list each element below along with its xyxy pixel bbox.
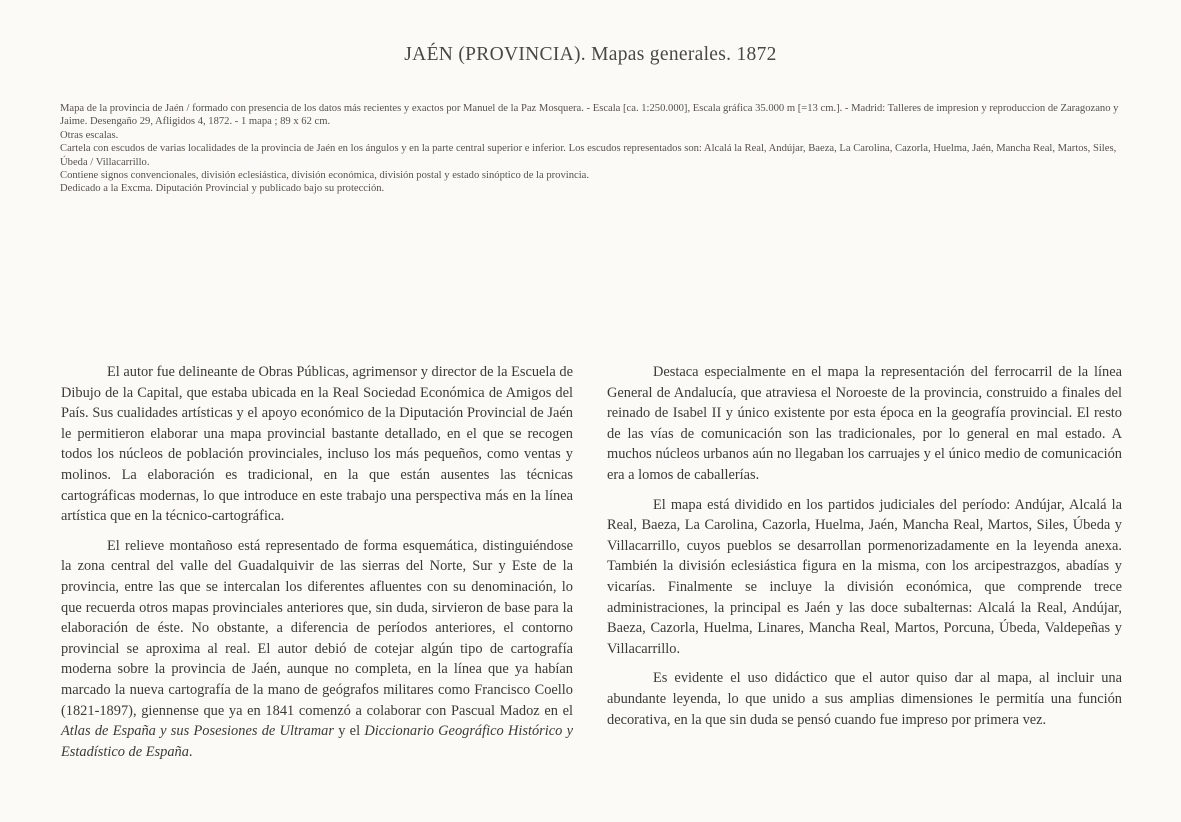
paragraph-text: . bbox=[188, 743, 193, 760]
catalog-scales-note: Otras escalas. bbox=[60, 129, 119, 141]
work-title-atlas: Atlas de España y sus Posesiones de Ultramar bbox=[61, 723, 334, 740]
catalog-record bbox=[60, 102, 1130, 196]
left-column bbox=[61, 362, 573, 771]
paragraph: El autor fue delineante de Obras Públicas, agrimensor y director de la Escuela de Dibujo de la Capital, que estaba ubicada en la Real Sociedad Económica de Amigos del País. Sus cualidades artísticas y el apoyo económico de la Diputación Provincial de Jaén le permitieron elaborar una mapa provincial bastante detallado, en el que se recogen todos los núcleos de población provinciales, incluso los más pequeños, como ventas y molinos. La elaboración es tradicional, en la que están ausentes las técnicas cartográficas modernas, lo que introduce en este trabajo una perspectiva más en la línea artística que en la técnico-cartográfica. bbox=[61, 364, 573, 525]
paragraph: El mapa está dividido en los partidos judiciales del período: Andújar, Alcalá la Real, Baeza, La Carolina, Cazorla, Huelma, Jaén, Mancha Real, Martos, Siles, Úbeda y Villacarrillo, cuyos pueblos se desarrollan pormenorizadamente en la leyenda anexa. También la división eclesiástica figura en la misma, con los arcipestrazgos, abadías y vicarías. Finalmente se incluye la división económica, que comprende trece administraciones, la principal es Jaén y las doce subalternas: Alcalá la Real, Andújar, Baeza, Cazorla, Huelma, Linares, Mancha Real, Martos, Porcuna, Úbeda, Valdepeñas y Villacarrillo. bbox=[607, 496, 1122, 657]
catalog-dedication-note: Dedicado a la Excma. Diputación Provincial y publicado bajo su protección. bbox=[60, 183, 385, 195]
page-title: JAÉN (PROVINCIA). Mapas generales. 1872 bbox=[404, 44, 777, 65]
catalog-cartouche-note: Cartela con escudos de varias localidades de la provincia de Jaén en los ángulos y en la parte central superior e inferior. Los escudos representados son: Alcalá la Real, Andújar, Baeza, La Carolina, Cazorla, Huelma, Jaén, Mancha Real, Martos, Siles, Úbeda / Villacarrillo. bbox=[60, 143, 1117, 168]
catalog-contents-note: Contiene signos convencionales, división eclesiástica, división económica, división postal y estado sinóptico de la provincia. bbox=[60, 170, 589, 182]
work-title-diccionario: Diccionario Geográfico Histórico y Estadístico de España bbox=[61, 723, 574, 760]
right-column bbox=[607, 362, 1122, 739]
paragraph bbox=[61, 536, 573, 763]
paragraph: Es evidente el uso didáctico que el autor quiso dar al mapa, al incluir una abundante leyenda, lo que unido a sus amplias dimensiones le permitía una función decorativa, en la que sin duda se pensó cuando fue impreso por primera vez. bbox=[607, 670, 1122, 728]
paragraph-text: El relieve montañoso está representado de forma esquemática, distinguiéndose la zona central del valle del Guadalquivir de las sierras del Norte, Sur y Este de la provincia, entre las que se intercalan los diferentes afluentes con su denominación, lo que recuerda otros mapas provinciales anteriores que, sin duda, sirvieron de base para la elaboración de éste. No obstante, a diferencia de períodos anteriores, el contorno provincial se aproxima al real. El autor debió de cotejar algún tipo de cartografía moderna sobre la provincia de Jaén, aunque no completa, en la línea que ya habían marcado la nueva cartografía de la mano de geógrafos militares como Francisco Coello (1821-1897), giennense que ya en 1841 comenzó a colaborar con Pascual Madoz en el bbox=[61, 537, 573, 719]
paragraph-text: y el bbox=[333, 723, 365, 740]
paragraph: Destaca especialmente en el mapa la representación del ferrocarril de la línea General de Andalucía, que atraviesa el Noroeste de la provincia, construido a finales del reinado de Isabel II y único existente por esta época en la geografía provincial. El resto de las vías de comunicación son las tradicionales, por lo general en mal estado. A muchos núcleos urbanos aún no llegaban los carruajes y el único medio de comunicación era a lomos de caballerías. bbox=[607, 364, 1122, 483]
catalog-entry: Mapa de la provincia de Jaén / formado con presencia de los datos más recientes y exactos por Manuel de la Paz Mosquera. - Escala [ca. 1:250.000], Escala gráfica 35.000 m [=13 cm.]. - Madrid: Talleres de impresion y reproduccion de Zaragozano y Jaime. Desengaño 29, Afligidos 4, 1872. - 1 mapa ; 89 x 62 cm. bbox=[60, 103, 1119, 128]
